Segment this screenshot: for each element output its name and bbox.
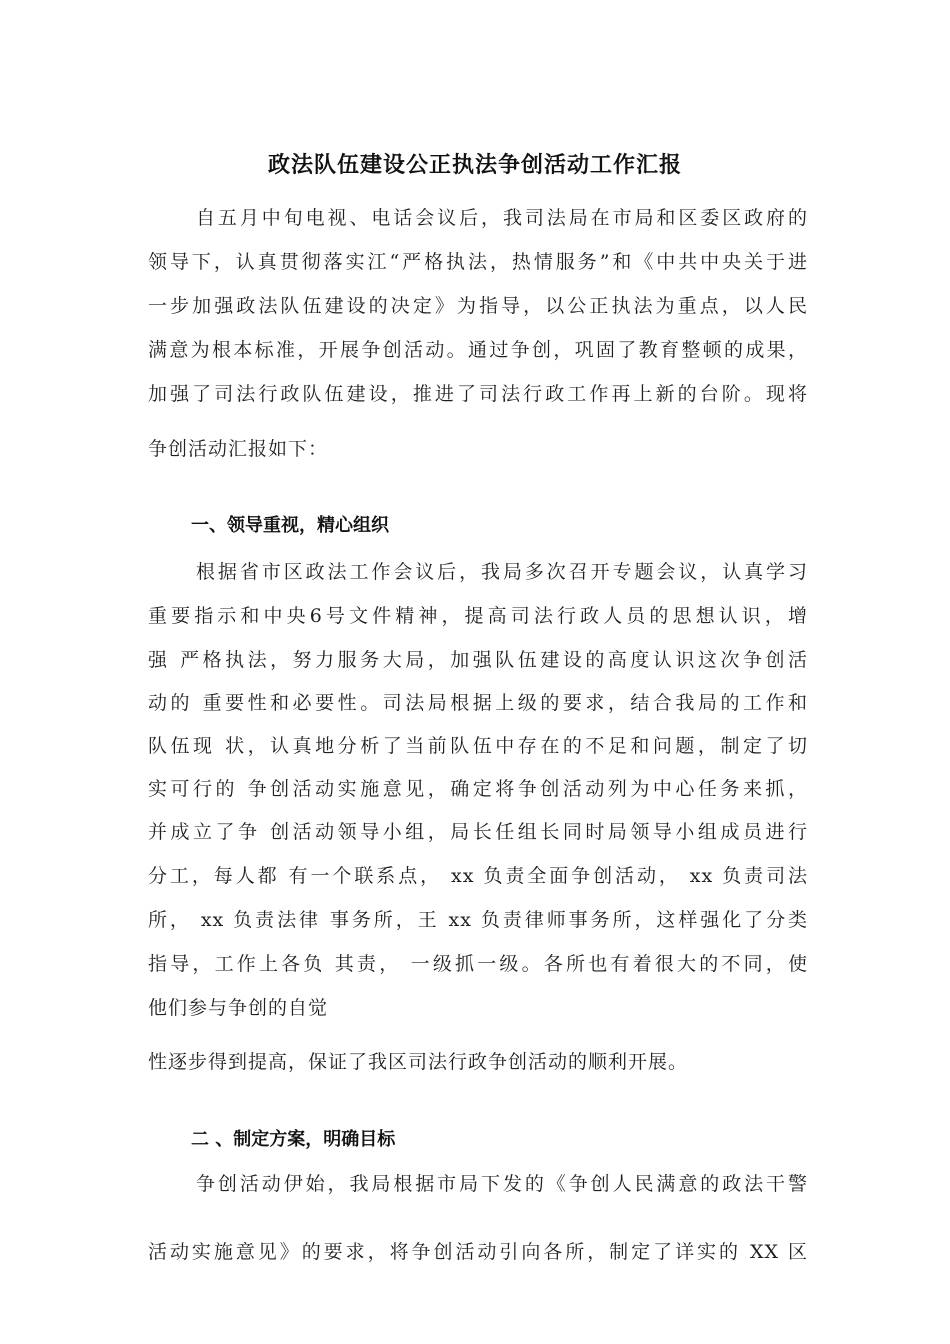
section2-line-2: 活动实施意见》的要求，将争创活动引向各所，制定了详实的 XX 区 [148,1241,808,1263]
section2-heading: 二 、制定方案，明确目标 [191,1129,396,1150]
section1-line-12: 性逐步得到提高，保证了我区司法行政争创活动的顺利开展。 [148,1051,689,1073]
intro-line-1: 自五月中旬电视、电话会议后，我司法局在市局和区委区政府的 [196,207,808,229]
section1-line-1: 根据省市区政法工作会议后，我局多次召开专题会议，认真学习 [196,561,808,583]
intro-line-3: 一步加强政法队伍建设的决定》为指导，以公正执法为重点，以人民 [148,295,808,317]
section1-line-11: 他们参与争创的自觉 [148,997,329,1019]
section1-line-4: 动的 重要性和必要性。司法局根据上级的要求，结合我局的工作和 [148,692,808,714]
intro-line-2: 领导下，认真贯彻落实江“严格执法，热情服务”和《中共中央关于进 [148,251,808,273]
section1-line-10: 指导，工作上各负 其责， 一级抓一级。各所也有着很大的不同，使 [148,953,808,975]
section1-line-3: 强 严格执法，努力服务大局，加强队伍建设的高度认识这次争创活 [148,649,808,671]
section1-line-7: 并成立了争 创活动领导小组，局长任组长同时局领导小组成员进行 [148,821,808,843]
intro-line-6: 争创活动汇报如下： [148,438,329,460]
section1-line-9: 所， xx 负责法律 事务所，王 xx 负责律师事务所，这样强化了分类 [148,909,808,931]
intro-line-5: 加强了司法行政队伍建设，推进了司法行政工作再上新的台阶。现将 [148,383,808,405]
section1-heading: 一、领导重视，精心组织 [191,515,389,536]
intro-line-4: 满意为根本标准，开展争创活动。通过争创，巩固了教育整顿的成果， [148,339,808,361]
section1-line-8: 分工，每人都 有一个联系点， xx 负责全面争创活动， xx 负责司法 [148,865,808,887]
section1-line-2: 重要指示和中央6号文件精神，提高司法行政人员的思想认识，增 [148,605,808,627]
section2-line-1: 争创活动伊始，我局根据市局下发的《争创人民满意的政法干警 [196,1173,808,1195]
document-title: 政法队伍建设公正执法争创活动工作汇报 [267,153,682,178]
section1-line-5: 队伍现 状，认真地分析了当前队伍中存在的不足和问题，制定了切 [148,735,808,757]
section1-line-6: 实可行的 争创活动实施意见，确定将争创活动列为中心任务来抓， [148,778,808,800]
